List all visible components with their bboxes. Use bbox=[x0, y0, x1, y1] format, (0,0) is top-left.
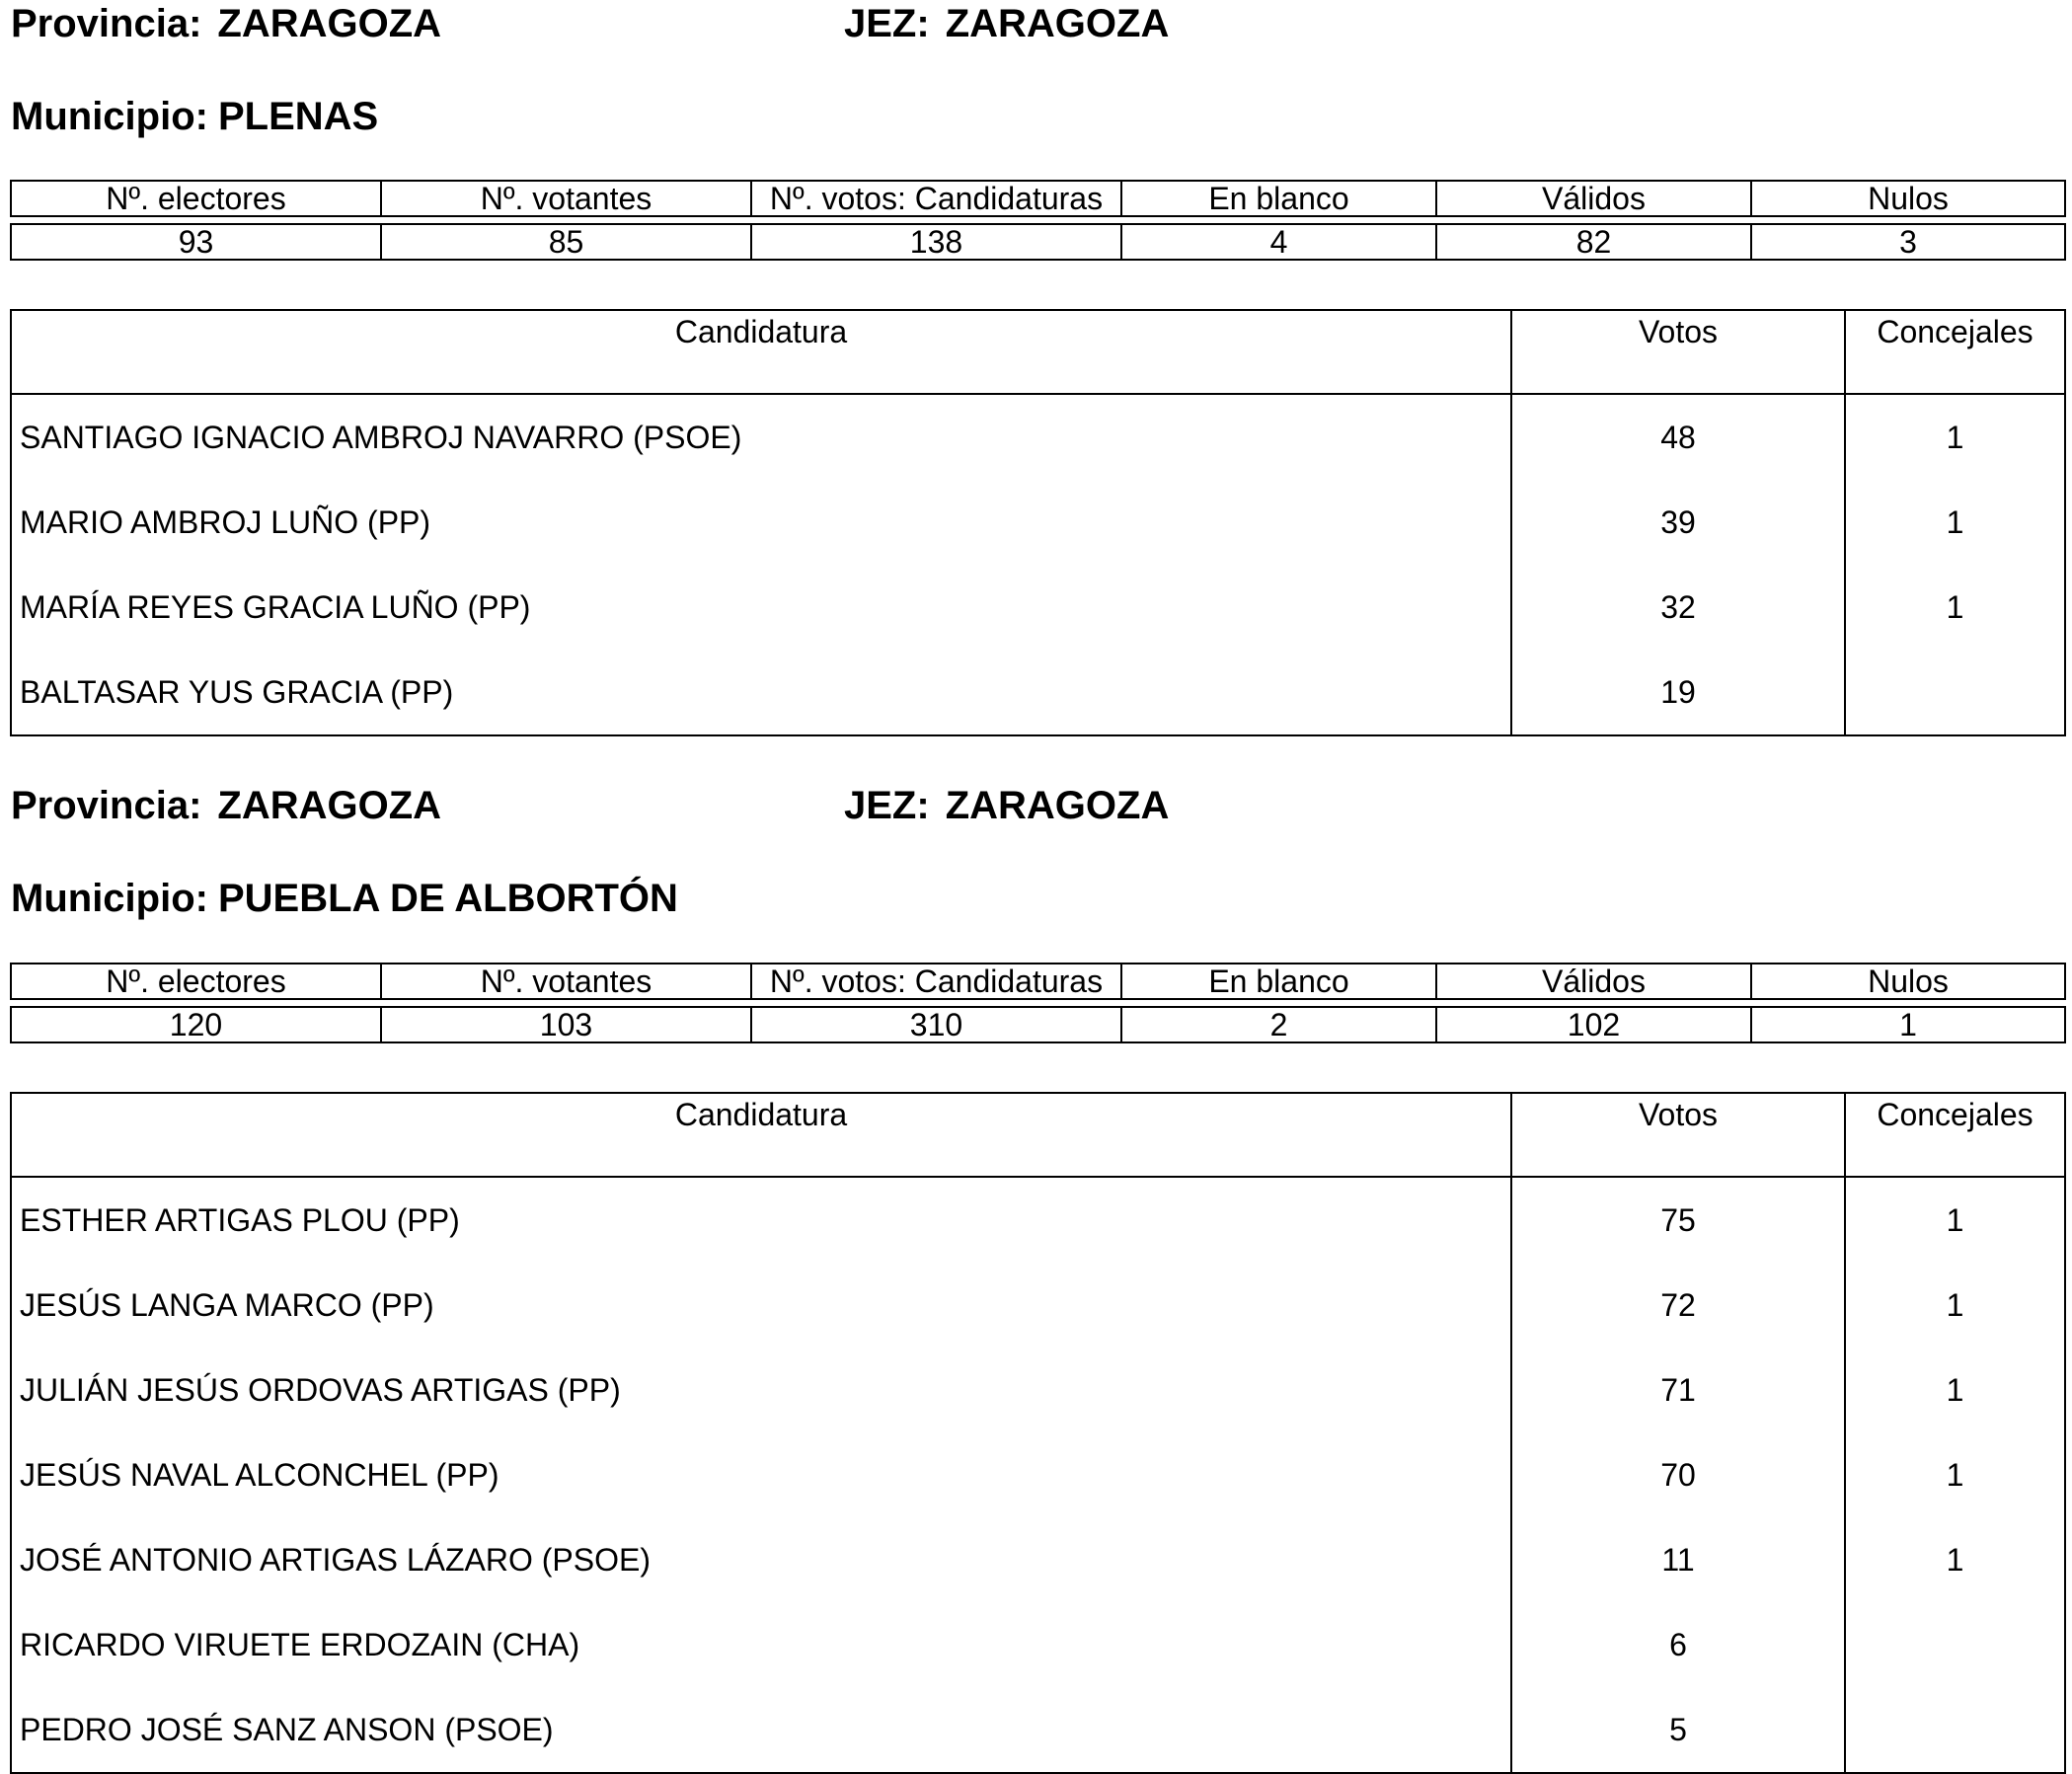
stats-value-nulos: 1 bbox=[1751, 1007, 2065, 1042]
candidate-name: JOSÉ ANTONIO ARTIGAS LÁZARO (PSOE) bbox=[11, 1517, 1511, 1602]
table-row bbox=[11, 1263, 2065, 1348]
candidate-name: BALTASAR YUS GRACIA (PP) bbox=[11, 650, 1511, 735]
stats-value-nulos: 3 bbox=[1751, 224, 2065, 260]
jez-heading bbox=[844, 0, 1169, 47]
provincia-heading bbox=[11, 0, 441, 47]
stats-value-en-blanco: 2 bbox=[1121, 1007, 1436, 1042]
candidate-votos: 70 bbox=[1511, 1432, 1845, 1517]
candidate-concejales: 1 bbox=[1845, 394, 2065, 480]
provincia-label: Provincia: bbox=[11, 784, 202, 827]
candidate-name: JESÚS LANGA MARCO (PP) bbox=[11, 1263, 1511, 1348]
stats-value-votos-candidaturas: 138 bbox=[751, 224, 1121, 260]
stats-value-votantes: 103 bbox=[381, 1007, 751, 1042]
candidate-name: SANTIAGO IGNACIO AMBROJ NAVARRO (PSOE) bbox=[11, 394, 1511, 480]
provincia-value: ZARAGOZA bbox=[217, 784, 442, 827]
municipio-label: Municipio: bbox=[11, 95, 208, 138]
jez-heading bbox=[844, 782, 1169, 829]
candidate-concejales: 1 bbox=[1845, 1177, 2065, 1263]
table-row bbox=[11, 480, 2065, 565]
jez-value: ZARAGOZA bbox=[945, 2, 1170, 45]
header-votos: Votos bbox=[1511, 310, 1845, 394]
municipio-heading bbox=[11, 93, 378, 140]
stats-gap bbox=[11, 999, 2065, 1007]
stats-table bbox=[10, 180, 2066, 261]
stats-header-row bbox=[11, 181, 2065, 216]
candidate-concejales: 1 bbox=[1845, 565, 2065, 650]
stats-header-validos: Válidos bbox=[1436, 181, 1751, 216]
stats-header-electores: Nº. electores bbox=[11, 964, 381, 999]
candidate-name: ESTHER ARTIGAS PLOU (PP) bbox=[11, 1177, 1511, 1263]
header-candidatura: Candidatura bbox=[11, 310, 1511, 394]
stats-header-votos-candidaturas: Nº. votos: Candidaturas bbox=[751, 181, 1121, 216]
stats-gap bbox=[11, 216, 2065, 224]
municipio-heading bbox=[11, 875, 678, 922]
stats-header-validos: Válidos bbox=[1436, 964, 1751, 999]
header-votos: Votos bbox=[1511, 1093, 1845, 1177]
municipio-value: PUEBLA DE ALBORTÓN bbox=[217, 877, 678, 920]
candidate-votos: 6 bbox=[1511, 1602, 1845, 1687]
candidate-name: MARIO AMBROJ LUÑO (PP) bbox=[11, 480, 1511, 565]
candidate-name: JESÚS NAVAL ALCONCHEL (PP) bbox=[11, 1432, 1511, 1517]
candidate-concejales bbox=[1845, 1687, 2065, 1773]
candidate-concejales: 1 bbox=[1845, 1263, 2065, 1348]
jez-value: ZARAGOZA bbox=[945, 784, 1170, 827]
table-row bbox=[11, 1177, 2065, 1263]
table-row bbox=[11, 565, 2065, 650]
stats-table bbox=[10, 963, 2066, 1043]
stats-value-votantes: 85 bbox=[381, 224, 751, 260]
candidate-name: RICARDO VIRUETE ERDOZAIN (CHA) bbox=[11, 1602, 1511, 1687]
header-concejales: Concejales bbox=[1845, 1093, 2065, 1177]
stats-header-nulos: Nulos bbox=[1751, 964, 2065, 999]
candidate-name: PEDRO JOSÉ SANZ ANSON (PSOE) bbox=[11, 1687, 1511, 1773]
stats-value-electores: 120 bbox=[11, 1007, 381, 1042]
stats-header-nulos: Nulos bbox=[1751, 181, 2065, 216]
provincia-heading bbox=[11, 782, 441, 829]
municipio-value: PLENAS bbox=[217, 95, 379, 138]
candidate-votos: 72 bbox=[1511, 1263, 1845, 1348]
stats-header-votantes: Nº. votantes bbox=[381, 964, 751, 999]
candidate-votos: 19 bbox=[1511, 650, 1845, 735]
candidate-votos: 75 bbox=[1511, 1177, 1845, 1263]
stats-header-row bbox=[11, 964, 2065, 999]
candidates-header-row bbox=[11, 310, 2065, 394]
candidate-concejales bbox=[1845, 1602, 2065, 1687]
municipio-label: Municipio: bbox=[11, 877, 208, 920]
stats-value-en-blanco: 4 bbox=[1121, 224, 1436, 260]
stats-header-votantes: Nº. votantes bbox=[381, 181, 751, 216]
candidate-name: JULIÁN JESÚS ORDOVAS ARTIGAS (PP) bbox=[11, 1348, 1511, 1432]
stats-header-votos-candidaturas: Nº. votos: Candidaturas bbox=[751, 964, 1121, 999]
candidate-votos: 11 bbox=[1511, 1517, 1845, 1602]
candidate-votos: 39 bbox=[1511, 480, 1845, 565]
table-row bbox=[11, 650, 2065, 735]
candidate-votos: 5 bbox=[1511, 1687, 1845, 1773]
header-concejales: Concejales bbox=[1845, 310, 2065, 394]
candidate-name: MARÍA REYES GRACIA LUÑO (PP) bbox=[11, 565, 1511, 650]
stats-value-row bbox=[11, 224, 2065, 260]
stats-header-electores: Nº. electores bbox=[11, 181, 381, 216]
candidate-concejales: 1 bbox=[1845, 480, 2065, 565]
candidate-concejales: 1 bbox=[1845, 1517, 2065, 1602]
candidates-header-row bbox=[11, 1093, 2065, 1177]
stats-value-validos: 102 bbox=[1436, 1007, 1751, 1042]
candidate-votos: 32 bbox=[1511, 565, 1845, 650]
candidate-concejales: 1 bbox=[1845, 1432, 2065, 1517]
provincia-label: Provincia: bbox=[11, 2, 202, 45]
candidate-votos: 71 bbox=[1511, 1348, 1845, 1432]
candidates-table bbox=[10, 1092, 2066, 1774]
candidate-votos: 48 bbox=[1511, 394, 1845, 480]
table-row bbox=[11, 1348, 2065, 1432]
header-candidatura: Candidatura bbox=[11, 1093, 1511, 1177]
table-row bbox=[11, 394, 2065, 480]
jez-label: JEZ: bbox=[844, 2, 930, 45]
stats-value-validos: 82 bbox=[1436, 224, 1751, 260]
stats-header-en-blanco: En blanco bbox=[1121, 181, 1436, 216]
provincia-value: ZARAGOZA bbox=[217, 2, 442, 45]
table-row bbox=[11, 1517, 2065, 1602]
table-row bbox=[11, 1602, 2065, 1687]
stats-value-votos-candidaturas: 310 bbox=[751, 1007, 1121, 1042]
candidate-concejales bbox=[1845, 650, 2065, 735]
stats-value-row bbox=[11, 1007, 2065, 1042]
table-row bbox=[11, 1687, 2065, 1773]
stats-header-en-blanco: En blanco bbox=[1121, 964, 1436, 999]
table-row bbox=[11, 1432, 2065, 1517]
candidates-table bbox=[10, 309, 2066, 736]
candidate-concejales: 1 bbox=[1845, 1348, 2065, 1432]
stats-value-electores: 93 bbox=[11, 224, 381, 260]
jez-label: JEZ: bbox=[844, 784, 930, 827]
